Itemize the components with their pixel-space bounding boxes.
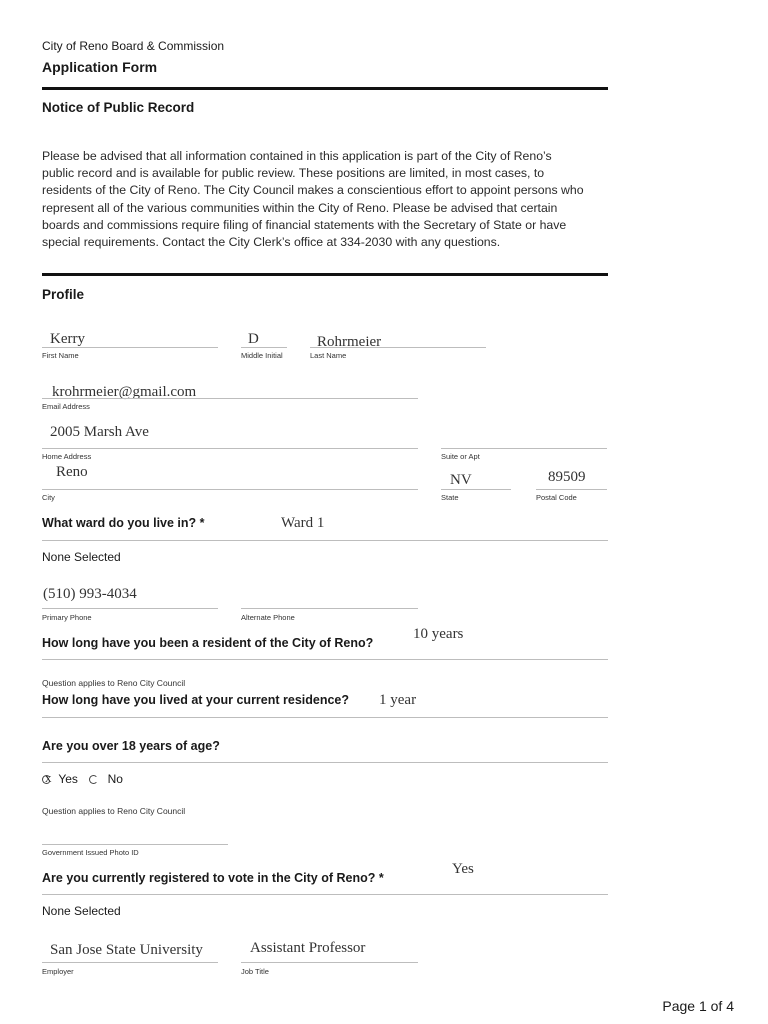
job-title-label: Job Title: [241, 967, 269, 976]
job-title-underline: [241, 962, 418, 963]
postal-code-label: Postal Code: [536, 493, 577, 502]
middle-initial-field[interactable]: D: [248, 331, 259, 347]
employer-field[interactable]: San Jose State University: [50, 942, 203, 958]
state-label: State: [441, 493, 459, 502]
suite-underline: [441, 448, 607, 449]
email-field[interactable]: krohrmeier@gmail.com: [52, 384, 197, 400]
notice-line: public record and is available for public review. These positions are limited, in most cases, to: [42, 166, 545, 181]
alternate-phone-label: Alternate Phone: [241, 613, 295, 622]
city-underline: [42, 489, 418, 490]
employer-label: Employer: [42, 967, 74, 976]
first-name-label: First Name: [42, 351, 79, 360]
profile-heading: Profile: [42, 287, 85, 302]
email-label: Email Address: [42, 402, 90, 411]
email-underline: [42, 398, 418, 399]
notice-line: represent all of the various communities within the City of Reno. Please be advised that certain: [42, 200, 558, 215]
no-radio[interactable]: [89, 775, 98, 784]
last-name-label: Last Name: [310, 351, 347, 360]
registered-voter-question: Are you currently registered to vote in the City of Reno? *: [42, 871, 384, 885]
city-field[interactable]: Reno: [56, 464, 88, 480]
form-title: Application Form: [42, 59, 158, 75]
ward-select[interactable]: None Selected: [42, 550, 121, 564]
notice-paragraph: [42, 148, 617, 251]
first-name-underline: [42, 347, 218, 348]
postal-code-field[interactable]: 89509: [548, 469, 586, 485]
postal-code-underline: [536, 489, 607, 490]
notice-line: residents of the City of Reno. The City Council makes a conscientious effort to appoint persons who: [42, 183, 584, 198]
last-name-underline: [310, 347, 486, 348]
photo-id-label: Government Issued Photo ID: [42, 848, 139, 857]
notice-divider: [42, 273, 608, 276]
over-18-options: [42, 772, 123, 786]
notice-heading: Notice of Public Record: [42, 100, 195, 115]
check-mark-icon: x: [45, 770, 52, 786]
home-address-underline: [42, 448, 418, 449]
city-label: City: [42, 493, 55, 502]
home-address-field[interactable]: 2005 Marsh Ave: [50, 424, 149, 440]
state-underline: [441, 489, 511, 490]
ward-handwritten-answer: Ward 1: [281, 515, 325, 531]
over-18-underline: [42, 762, 608, 763]
notice-line: Please be advised that all information contained in this application is part of the City of Reno’s: [42, 149, 552, 163]
primary-phone-label: Primary Phone: [42, 613, 92, 622]
middle-initial-label: Middle Initial: [241, 351, 283, 360]
primary-phone-field[interactable]: (510) 993-4034: [43, 586, 137, 602]
header-divider: [42, 87, 608, 90]
resident-length-answer[interactable]: 10 years: [413, 626, 464, 642]
over-18-question: Are you over 18 years of age?: [42, 739, 220, 753]
first-name-field[interactable]: Kerry: [50, 331, 85, 347]
applies-note: Question applies to Reno City Council: [42, 806, 186, 816]
no-label: No: [107, 772, 123, 786]
photo-id-underline: [42, 844, 228, 845]
residence-length-question: How long have you lived at your current residence?: [42, 693, 350, 707]
last-name-field[interactable]: Rohrmeier: [317, 334, 382, 350]
registered-voter-select[interactable]: None Selected: [42, 904, 121, 918]
yes-radio[interactable]: [42, 770, 52, 786]
suite-label: Suite or Apt: [441, 452, 480, 461]
home-address-label: Home Address: [42, 452, 92, 461]
notice-line: boards and commissions require filing of financial statements with the Secretary of State or have: [42, 217, 567, 232]
alternate-phone-underline: [241, 608, 418, 609]
residence-length-underline: [42, 717, 608, 718]
registered-voter-underline: [42, 894, 608, 895]
page-number: Page 1 of 4: [662, 998, 734, 1014]
ward-question: What ward do you live in? *: [42, 516, 205, 530]
notice-line: special requirements. Contact the City Clerk’s office at 334-2030 with any questions.: [42, 235, 501, 250]
job-title-field[interactable]: Assistant Professor: [250, 940, 366, 956]
employer-underline: [42, 962, 218, 963]
yes-label: Yes: [58, 772, 78, 786]
applies-note: Question applies to Reno City Council: [42, 678, 186, 688]
registered-voter-answer: Yes: [452, 861, 474, 877]
middle-initial-underline: [241, 347, 287, 348]
state-field[interactable]: NV: [450, 472, 472, 488]
organization-name: City of Reno Board & Commission: [42, 39, 225, 53]
residence-length-answer[interactable]: 1 year: [379, 692, 417, 708]
primary-phone-underline: [42, 608, 218, 609]
resident-length-question: How long have you been a resident of the City of Reno?: [42, 636, 374, 650]
resident-length-underline: [42, 659, 608, 660]
ward-underline: [42, 540, 608, 541]
